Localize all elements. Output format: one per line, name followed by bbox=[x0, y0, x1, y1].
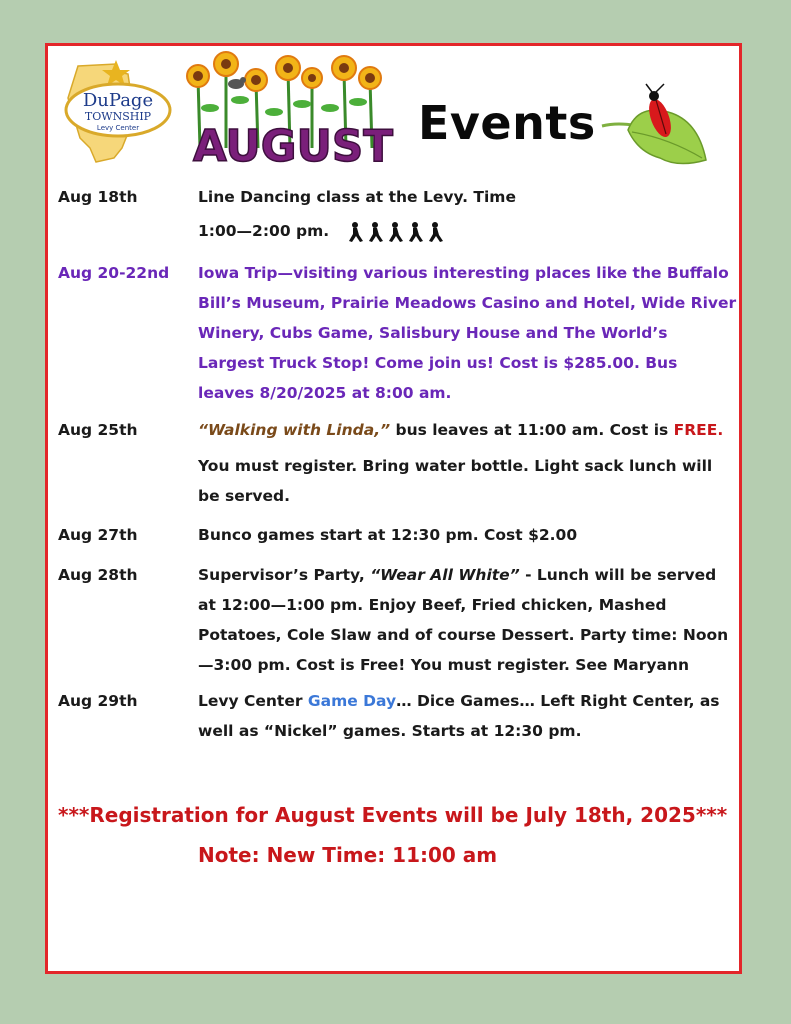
event-description bbox=[198, 415, 738, 511]
registration-notice: ***Registration for August Events will be July 18th, 2025*** bbox=[58, 803, 728, 827]
event-date: Aug 20-22nd bbox=[58, 264, 170, 282]
event-line bbox=[198, 415, 738, 445]
event-title: “Walking with Linda,” bbox=[198, 421, 391, 439]
line-dancers-icon bbox=[347, 221, 447, 243]
event-description: Iowa Trip—visiting various interesting places like the Buffalo Bill’s Museum, Prairie Meadows Casino and Hotel, Wide River Winery, Cubs Game, Salisbury House and The World’s Largest Truck Stop! Come join us! Cost is $285.00. Bus leaves 8/20/2025 at 8:00 am. bbox=[198, 264, 737, 402]
logo-line-dupage: DuPage bbox=[82, 90, 154, 111]
event-date: Aug 29th bbox=[58, 692, 138, 710]
event-text: … Dice Games… Left Right Center, as well as “Nickel” games. Starts at 12:30 pm. bbox=[198, 692, 720, 740]
august-word: AUGUST bbox=[193, 121, 393, 170]
event-text: Levy Center bbox=[198, 692, 308, 710]
august-sunflower-art bbox=[186, 48, 401, 170]
event-line: Line Dancing class at the Levy. Time bbox=[198, 188, 516, 206]
event-line: You must register. Bring water bottle. Light sack lunch will be served. bbox=[198, 457, 713, 505]
time-note: Note: New Time: 11:00 am bbox=[198, 843, 498, 867]
event-time: 1:00—2:00 pm. bbox=[198, 222, 330, 240]
event-description bbox=[198, 560, 738, 680]
logo-line-township: TOWNSHIP bbox=[84, 110, 152, 123]
event-date: Aug 27th bbox=[58, 526, 138, 544]
event-theme: “Wear All White” bbox=[370, 566, 520, 584]
event-date: Aug 18th bbox=[58, 188, 138, 206]
event-description bbox=[198, 182, 738, 246]
event-cost-free: FREE. bbox=[673, 421, 724, 439]
flyer-page bbox=[45, 43, 742, 974]
dupage-township-logo bbox=[56, 58, 174, 164]
bird-icon bbox=[228, 77, 246, 89]
event-date: Aug 28th bbox=[58, 566, 138, 584]
event-date: Aug 25th bbox=[58, 421, 138, 439]
page-title: Events bbox=[418, 96, 596, 150]
ladybug-leaf-icon bbox=[598, 82, 708, 174]
event-description bbox=[198, 686, 738, 746]
event-highlight: Game Day bbox=[307, 692, 397, 710]
event-text: Supervisor’s Party, bbox=[198, 566, 371, 584]
event-text: - Lunch will be served at 12:00—1:00 pm. Enjoy Beef, Fried chicken, Mashed Potatoes, Cole Slaw and of course Dessert. Party time: Noon—3:00 pm. Cost is Free! You must register. See Maryann bbox=[198, 566, 729, 674]
event-description: Bunco games start at 12:30 pm. Cost $2.00 bbox=[198, 526, 578, 544]
event-text: bus leaves at 11:00 am. Cost is bbox=[390, 421, 674, 439]
logo-line-levy: Levy Center bbox=[96, 124, 140, 132]
